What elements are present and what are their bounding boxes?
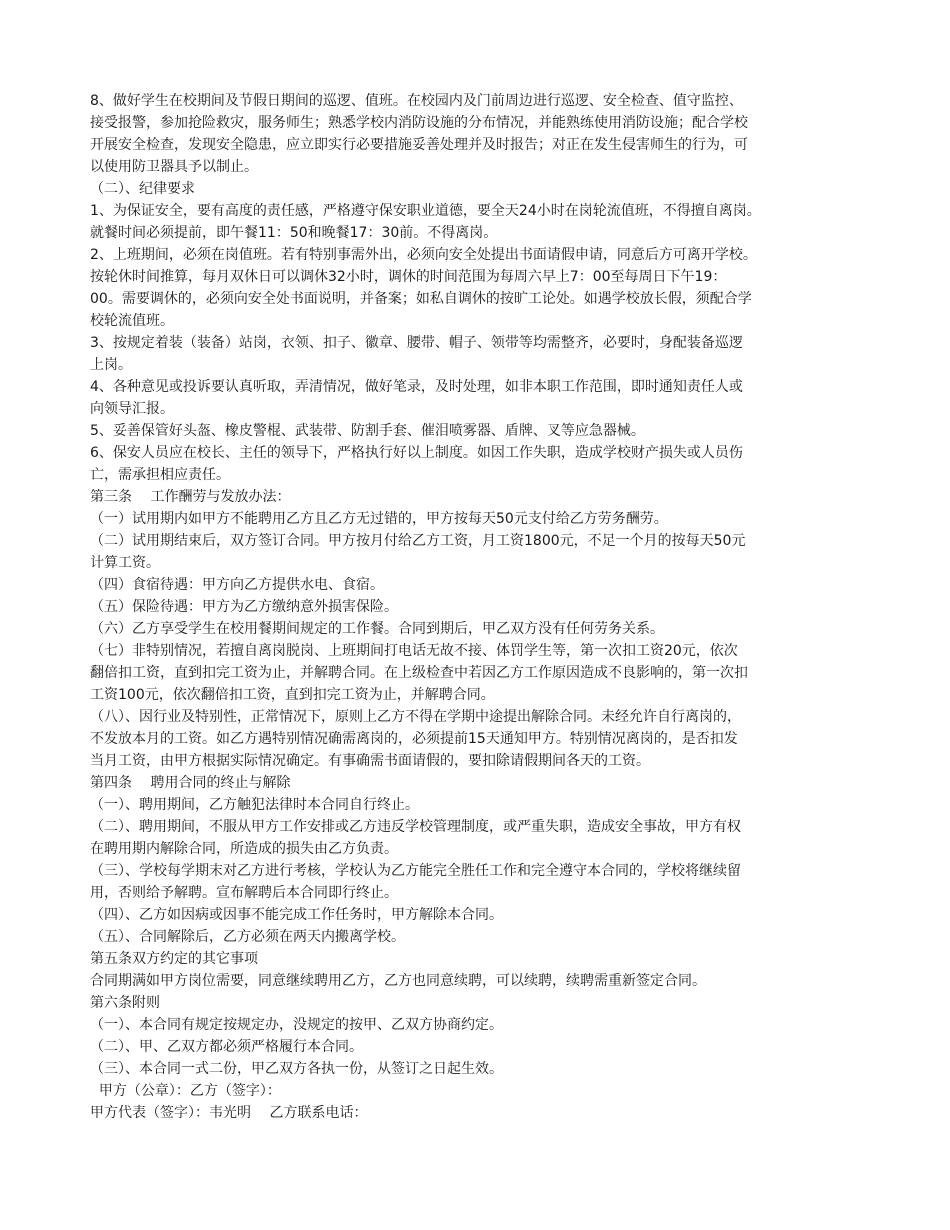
paragraph-discipline-1: 1、为保证安全，要有高度的责任感，严格遵守保安职业道德，要全天24小时在岗轮流值班，不得擅自离岗。 就餐时间必须提前，即午餐11：50和晚餐17：30前。不得离岗。 (90, 203, 761, 241)
paragraph-supplementary-3: （三）、本合同一式二份，甲乙双方各执一份，从签订之日起生效。 (90, 1061, 503, 1077)
paragraph-pay-6: （六）乙方享受学生在校用餐期间规定的工作餐。合同到期后，甲乙双方没有任何劳务关系。 (90, 621, 664, 637)
signature-line-parties: 甲方（公章）：乙方（签字）： (90, 1083, 281, 1099)
signature-line-representative: 甲方代表（签字）：韦光明 乙方联系电话： (90, 1105, 368, 1121)
paragraph-clause-8: 8、做好学生在校期间及节假日期间的巡逻、值班。在校园内及门前周边进行巡逻、安全检查、值守监控、 接受报警，参加抢险救灾，服务师生；熟悉学校内消防设施的分布情况，并能熟练使用消防设施；配合学校 开展安全检查，发现安全隐患，应立即实行必要措施妥善处理并及时报告；对正在发生侵害师生的行为，可 以使用防卫器具予以制止。 (90, 93, 748, 175)
paragraph-discipline-6: 6、保安人员应在校长、主任的领导下，严格执行好以上制度。如因工作失职，造成学校财产损失或人员伤 亡，需承担相应责任。 (90, 445, 743, 483)
paragraph-discipline-5: 5、妥善保管好头盔、橡皮警棍、武装带、防割手套、催泪喷雾器、盾牌、叉等应急器械。 (90, 423, 645, 439)
paragraph-article-5: 合同期满如甲方岗位需要，同意继续聘用乙方，乙方也同意续聘，可以续聘，续聘需重新签定合同。 (90, 973, 706, 989)
paragraph-supplementary-1: （一）、本合同有规定按规定办，没规定的按甲、乙双方协商约定。 (90, 1017, 503, 1033)
article-5-heading: 第五条双方约定的其它事项 (90, 951, 258, 967)
paragraph-pay-1: （一）试用期内如甲方不能聘用乙方且乙方无过错的，甲方按每天50元支付给乙方劳务酬劳。 (90, 511, 668, 527)
paragraph-pay-7: （七）非特别情况，若擅自离岗脱岗、上班期间打电话无故不接、体罚学生等，第一次扣工资20元，依次 翻倍扣工资，直到扣完工资为止，并解聘合同。在上级检查中若因乙方工作原因造成不良影响的，第一次扣 工资100元，依次翻倍扣工资，直到扣完工资为止，并解聘合同。 (90, 643, 748, 703)
paragraph-termination-4: （四）、乙方如因病或因事不能完成工作任务时，甲方解除本合同。 (90, 907, 503, 923)
paragraph-termination-2: （二）、聘用期间，不服从甲方工作安排或乙方违反学校管理制度，或严重失职，造成安全事故，甲方有权 在聘用期内解除合同，所造成的损失由乙方负责。 (90, 819, 741, 857)
article-4-heading: 第四条 聘用合同的终止与解除 (90, 775, 291, 791)
paragraph-termination-3: （三）、学校每学期末对乙方进行考核，学校认为乙方能完全胜任工作和完全遵守本合同的，学校将继续留 用，否则给予解聘。宣布解聘后本合同即行终止。 (90, 863, 741, 901)
paragraph-pay-5: （五）保险待遇：甲方为乙方缴纳意外损害保险。 (90, 599, 398, 615)
paragraph-pay-8: （八）、因行业及特别性，正常情况下，原则上乙方不得在学期中途提出解除合同。未经允许自行离岗的， 不发放本月的工资。如乙方遇特别情况确需离岗的，必须提前15天通知甲方。特别情况离岗的，是否扣发 当月工资，由甲方根据实际情况确定。有事确需书面请假的，要扣除请假期间各天的工资。 (90, 709, 741, 769)
article-3-heading: 第三条 工作酬劳与发放办法： (90, 489, 291, 505)
paragraph-discipline-4: 4、各种意见或投诉要认真听取，弄清情况，做好笔录，及时处理，如非本职工作范围，即时通知责任人或 向领导汇报。 (90, 379, 743, 417)
paragraph-termination-5: （五）、合同解除后，乙方必须在两天内搬离学校。 (90, 929, 405, 945)
paragraph-discipline-3: 3、按规定着装（装备）站岗，衣领、扣子、徽章、腰带、帽子、领带等均需整齐，必要时，身配装备巡逻 上岗。 (90, 335, 743, 373)
paragraph-termination-1: （一）、聘用期间，乙方触犯法律时本合同自行终止。 (90, 797, 419, 813)
document-body (90, 90, 865, 1124)
article-6-heading: 第六条附则 (90, 995, 160, 1011)
paragraph-supplementary-2: （二）、甲、乙双方都必须严格履行本合同。 (90, 1039, 363, 1055)
section-heading-discipline: （二）、纪律要求 (90, 181, 195, 197)
paragraph-pay-4: （四）食宿待遇：甲方向乙方提供水电、食宿。 (90, 577, 384, 593)
paragraph-pay-2: （二）试用期结束后，双方签订合同。甲方按月付给乙方工资，月工资1800元，不足一个月的按每天50元 计算工资。 (90, 533, 746, 571)
paragraph-discipline-2: 2、上班期间，必须在岗值班。若有特别事需外出，必须向安全处提出书面请假申请，同意后方可离开学校。 按轮休时间推算，每月双休日可以调休32小时，调休的时间范围为每周六早上7：00至每周日下午19： 00。需要调休的，必须向安全处书面说明，并备案；如私自调休的按旷工论处。如遇学校放长假，须配合学 校轮流值班。 (90, 247, 757, 329)
